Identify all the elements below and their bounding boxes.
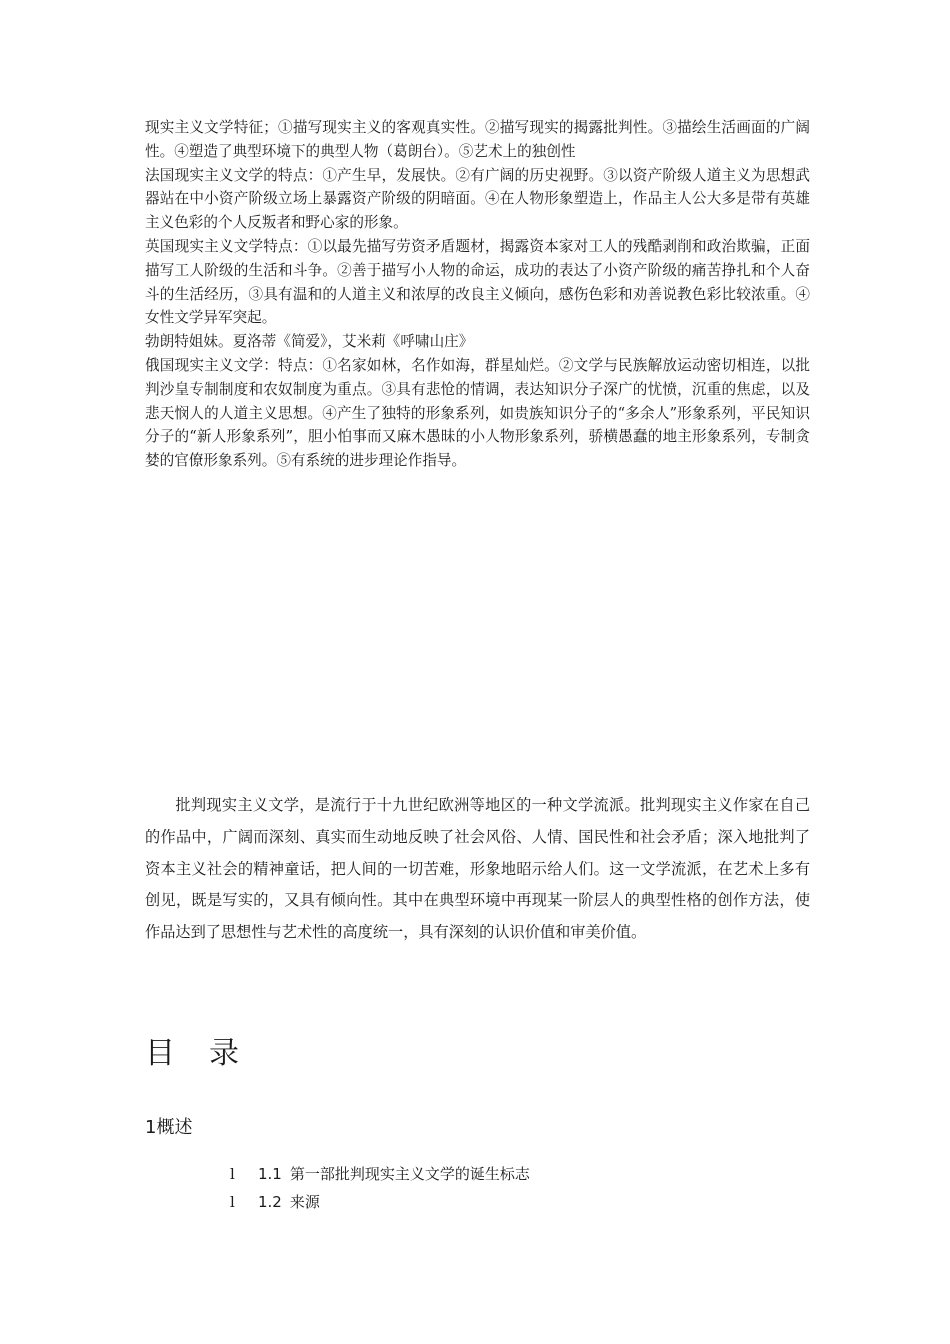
toc-item-number: 1.1 bbox=[258, 1165, 282, 1183]
essay-paragraph: 批判现实主义文学，是流行于十九世纪欧洲等地区的一种文学流派。批判现实主义作家在自己的作品中，广阔而深刻、真实而生动地反映了社会风俗、人情、国民性和社会矛盾；深入地批判了资本主义社会的精神童话，把人间的一切苦难，形象地昭示给人们。这一文学流派，在艺术上多有创见，既是写实的，又具有倾向性。其中在典型环境中再现某一阶层人的典型性格的创作方法，使作品达到了思想性与艺术性的高度统一，具有深刻的认识价值和审美价值。 bbox=[145, 796, 810, 942]
toc-section-heading: 1概述 bbox=[145, 1117, 193, 1138]
note-paragraph-english-realism: 英国现实主义文学特点：①以最先描写劳资矛盾题材，揭露资本家对工人的残酷剥削和政治欺骗，正面描写工人阶级的生活和斗争。②善于描写小人物的命运，成功的表达了小资产阶级的痛苦挣扎和个人奋斗的生活经历，③具有温和的人道主义和浓厚的改良主义倾向，感伤色彩和劝善说教色彩比较浓重。④女性文学异军突起。 bbox=[145, 237, 810, 327]
toc-title-char: 目 bbox=[145, 1036, 175, 1071]
toc-list bbox=[230, 1160, 530, 1216]
note-paragraph-realism-features: 现实主义文学特征；①描写现实主义的客观真实性。②描写现实的揭露批判性。③描绘生活画面的广阔性。④塑造了典型环境下的典型人物（葛朗台）。⑤艺术上的独创性 bbox=[145, 119, 810, 160]
toc-item-text: 来源 bbox=[289, 1193, 320, 1211]
note-paragraph-bronte-sisters: 勃朗特姐妹。夏洛蒂《简爱》，艾米莉《呼啸山庄》 bbox=[145, 333, 474, 351]
note-paragraph-french-realism: 法国现实主义文学的特点：①产生早，发展快。②有广阔的历史视野。③以资产阶级人道主义为思想武器站在中小资产阶级立场上暴露资产阶级的阴暗面。④在人物形象塑造上，作品主人公大多是带有英雄主义色彩的个人反叛者和野心家的形象。 bbox=[145, 166, 810, 232]
toc-title-char: 录 bbox=[209, 1036, 239, 1071]
toc-item[interactable] bbox=[230, 1160, 530, 1188]
toc-title bbox=[145, 1034, 239, 1074]
note-paragraph-russian-realism: 俄国现实主义文学：特点：①名家如林，名作如海，群星灿烂。②文学与民族解放运动密切相连，以批判沙皇专制制度和农奴制度为重点。③具有悲怆的情调，表达知识分子深广的忧愤，沉重的焦虑，以及悲天悯人的人道主义思想。④产生了独特的形象系列，如贵族知识分子的“多余人”形象系列，平民知识分子的“新人形象系列”，胆小怕事而又麻木愚昧的小人物形象系列，骄横愚蠢的地主形象系列，专制贪婪的官僚形象系列。⑤有系统的进步理论作指导。 bbox=[145, 356, 810, 470]
toc-bullet: l bbox=[230, 1193, 235, 1211]
toc-item-text: 第一部批判现实主义文学的诞生标志 bbox=[289, 1165, 530, 1183]
critical-realism-essay bbox=[145, 790, 810, 949]
study-notes bbox=[145, 116, 810, 473]
toc-item[interactable] bbox=[230, 1188, 530, 1216]
toc-bullet: l bbox=[230, 1165, 235, 1183]
toc-item-number: 1.2 bbox=[258, 1193, 282, 1211]
